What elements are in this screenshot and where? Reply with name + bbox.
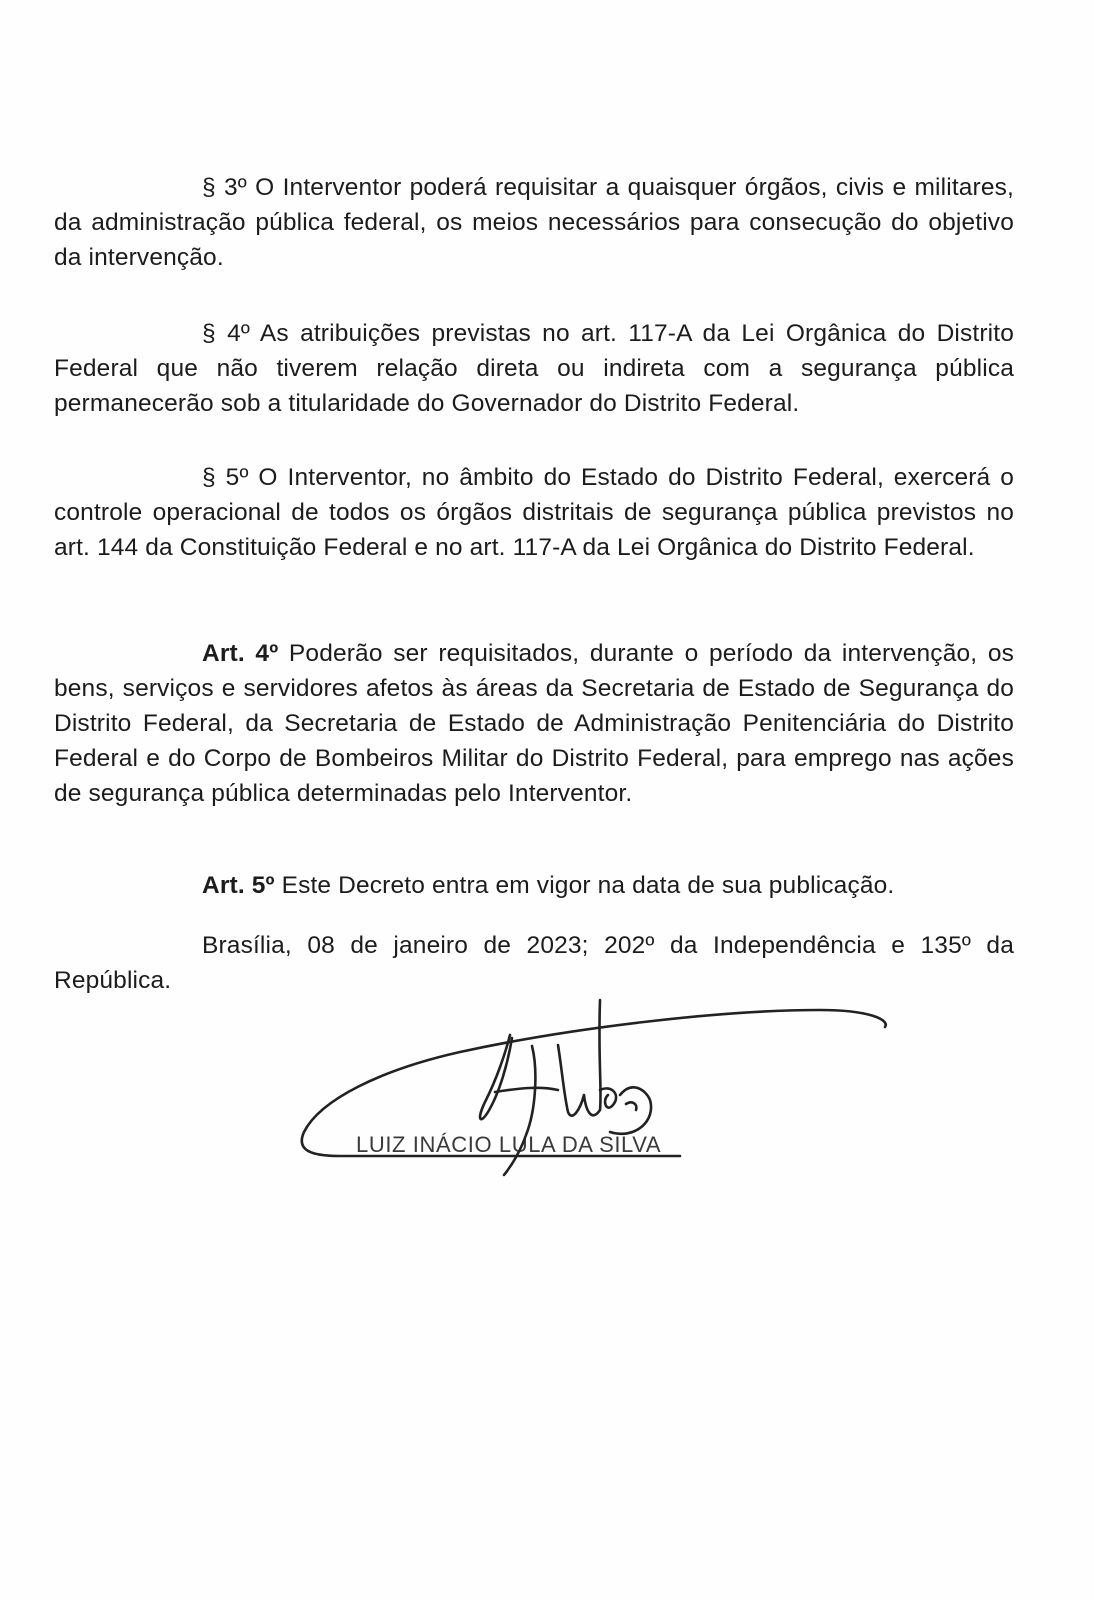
article-4-label: Art. 4º (202, 640, 279, 667)
signature-icon (300, 1000, 900, 1200)
article-5-label: Art. 5º (202, 872, 275, 899)
dateline: Brasília, 08 de janeiro de 2023; 202º da Independência e 135º da República. (54, 932, 1014, 994)
article-5 (54, 868, 1014, 903)
signatory-name: LUIZ INÁCIO LULA DA SILVA (356, 1132, 662, 1157)
article-5-text: Este Decreto entra em vigor na data de sua publicação. (274, 872, 895, 899)
article-4-text: Poderão ser requisitados, durante o período da intervenção, os bens, serviços e servidores afetos às áreas da Secretaria de Estado de Segurança do Distrito Federal, da Secretaria de Estado de Administração Penitenciária do Distrito Federal e do Corpo de Bombeiros Militar do Distrito Federal, para emprego nas ações de segurança pública determinadas pelo Interventor. (54, 640, 1015, 807)
article-4 (54, 636, 1014, 811)
signature-block (300, 1000, 900, 1200)
paragraph-5: § 5º O Interventor, no âmbito do Estado do Distrito Federal, exercerá o controle operacional de todos os órgãos distritais de segurança pública previstos no art. 144 da Constituição Federal e no art. 117-A da Lei Orgânica do Distrito Federal. (54, 464, 1014, 561)
paragraph-3: § 3º O Interventor poderá requisitar a quaisquer órgãos, civis e militares, da administração pública federal, os meios necessários para consecução do objetivo da intervenção. (54, 174, 1014, 271)
paragraph-4: § 4º As atribuições previstas no art. 117-A da Lei Orgânica do Distrito Federal que não tiverem relação direta ou indireta com a segurança pública permanecerão sob a titularidade do Governador do Distrito Federal. (54, 320, 1014, 417)
